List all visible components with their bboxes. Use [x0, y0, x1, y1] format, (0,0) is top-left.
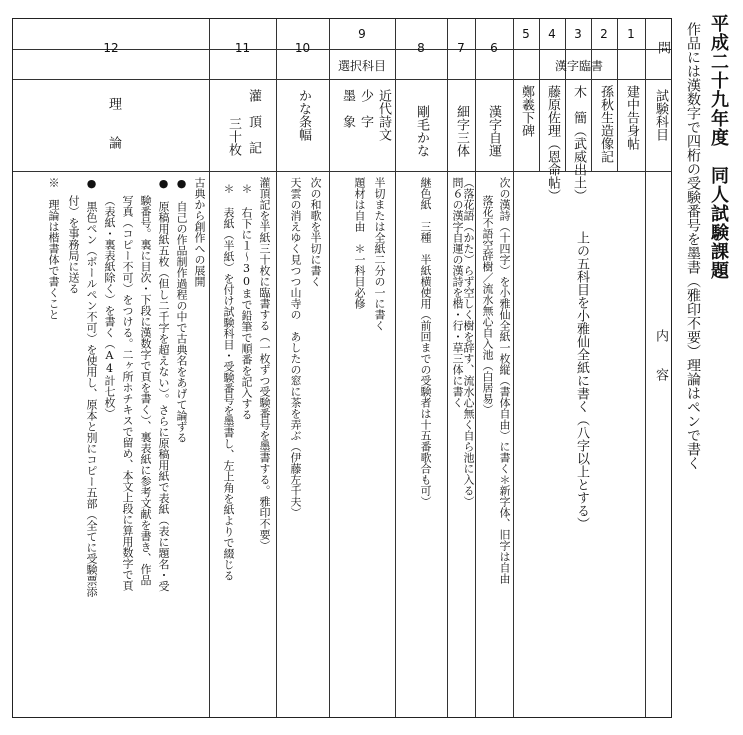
- subject-11b: 三十枚: [226, 117, 241, 156]
- content-12-line8: 付）を事務局に送る: [67, 195, 80, 294]
- col-number-4: 4: [548, 27, 556, 41]
- subject-2: 孫秋生造像記: [598, 85, 613, 163]
- content-6-line1: 次の漢詩（十四字）を小雅仙全紙一枚縦（書体自由）に書く＊新字体、旧字は自由: [498, 177, 511, 584]
- col-number-7: 7: [457, 41, 465, 55]
- subject-7: 細字三体: [454, 105, 469, 157]
- content-11-line2: ＊ 右下に１～30まで鉛筆で順番を記入する: [240, 183, 253, 420]
- col-line: [395, 19, 396, 717]
- exam-table: [12, 18, 672, 718]
- col-line: [565, 19, 566, 171]
- content-12-line5: 写真（コピー不可）をつける。二ヶ所ホチキスで留め、本文上段に算用数字で頁: [121, 195, 134, 591]
- subject-11a: 灌 頂 記: [246, 89, 261, 154]
- subject-6: 漢字自運: [486, 105, 501, 157]
- subject-9a: 近代詩文: [376, 89, 391, 141]
- col-line: [209, 19, 210, 717]
- group-sentaku: 選択科目: [337, 59, 386, 73]
- subject-9b: 少 字: [358, 89, 373, 128]
- col-line: [591, 19, 592, 171]
- col-number-2: 2: [600, 27, 608, 41]
- content-12-line4: 験番号。裏に目次・下段に漢数字で頁を書く）、裏表紙に参考文献を書き、作品: [139, 195, 152, 586]
- content-11-line1: 灌頂記を半紙三十枚に臨書する（一枚ずつ受験番号を墨書する。雅印不要）: [258, 177, 271, 551]
- col-line: [645, 19, 646, 717]
- col-line: [447, 19, 448, 717]
- content-8: 継色紙 三種 半紙横使用（前回までの受験者は十五番歌合も可）: [419, 177, 432, 507]
- col-header-content: 内 容: [653, 329, 668, 381]
- col-header-subject: 試験科目: [653, 89, 668, 141]
- subheader-divider: [13, 79, 671, 80]
- col-number-6: 6: [490, 41, 498, 55]
- group-kanji-rinsho: 漢字臨書: [554, 59, 603, 73]
- col-number-9: 9: [358, 27, 366, 41]
- content-12-line2: ● 自己の作品制作過程の中で古典名をあげて論ずる: [175, 177, 188, 443]
- subject-4: 藤原佐理（恩命帖）: [545, 85, 560, 202]
- col-header-question: 問: [655, 41, 670, 54]
- subject-1: 建中告身帖: [624, 85, 639, 150]
- content-12-line3: ● 原稿用紙五枚（但し二千字を超えない）。さらに原稿用紙で表紙（表に題名・受: [157, 177, 170, 592]
- content-10-line1: 次の和歌を半切に書く: [309, 177, 322, 287]
- col-number-8: 8: [417, 41, 425, 55]
- col-number-12: 12: [103, 41, 119, 55]
- subject-5: 鄭羲下碑: [519, 85, 534, 137]
- col-line: [276, 19, 277, 717]
- subject-8: 剛毛かな: [414, 105, 429, 157]
- content-6-line2: 落花不語空辞樹／流水無心自入池（白居易）: [481, 195, 494, 415]
- page-subtitle: 作品には漢数字で四桁の受験番号を墨書（雅印不要）理論はペンで書く: [685, 22, 701, 470]
- col-number-3: 3: [574, 27, 582, 41]
- subject-3: 木 簡（武威出土）: [571, 85, 586, 202]
- content-12-line7: ● 黒色ペン（ボールペン不可）を使用し、原本と別にコピー五部（全てに受験票添: [85, 177, 98, 597]
- content-1-5: 上の五科目を小雅仙全紙に書く（八字以上とする）: [574, 231, 589, 530]
- content-12-line9: ※ 理論は楷書体で書くこと: [47, 177, 60, 320]
- content-7: 問６の漢字自運の漢詩を楷・行・草三体に書く: [451, 177, 464, 408]
- subject-12: 理 論: [106, 97, 121, 149]
- col-line: [329, 19, 330, 717]
- col-number-10: 10: [294, 41, 311, 55]
- content-11-line3: ＊ 表紙（半紙）を付け試験科目・受験番号を墨書し、左上角を紙よりで綴じる: [222, 183, 235, 581]
- content-12-line6: （表紙・裏表紙除く）を書く（A4計七枚）: [103, 195, 116, 419]
- col-number-11: 11: [234, 41, 251, 55]
- page-title: 平成二十九年度 同人試験課題: [708, 14, 729, 280]
- col-number-5: 5: [522, 27, 530, 41]
- content-12-line1: 古典から創作への展開: [193, 177, 206, 287]
- content-10-line2: 天雲の消えゆく見つつ山寺の あしたの窓に茶を弄ぶ（伊藤左千夫）: [289, 177, 302, 518]
- content-6-line3: （落花語（かた）らず空しく樹を辞す、流水心無く自ら池に入る）: [462, 177, 475, 507]
- col-number-1: 1: [627, 27, 635, 41]
- content-9-line2: 題材は自由 ＊一科目必修: [353, 177, 366, 309]
- subject-10: かな条幅: [296, 89, 311, 141]
- content-9-line1: 半切または全紙二分の一に書く: [373, 177, 386, 331]
- col-line: [617, 19, 618, 171]
- subject-9c: 墨 象: [340, 89, 355, 128]
- col-line: [513, 19, 514, 717]
- col-line: [539, 19, 540, 171]
